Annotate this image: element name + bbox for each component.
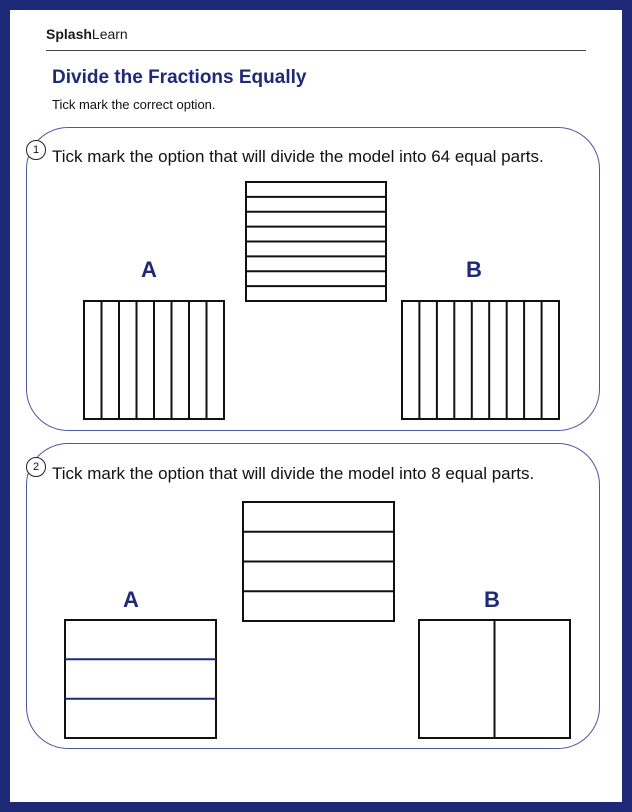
question-2-option-b-model[interactable] bbox=[419, 620, 570, 738]
worksheet-page bbox=[10, 10, 622, 802]
question-1-option-a-model[interactable] bbox=[84, 301, 224, 419]
worksheet-instruction: Tick mark the correct option. bbox=[52, 97, 216, 112]
question-1-text: Tick mark the option that will divide the model into 64 equal parts. bbox=[52, 147, 544, 166]
question-1-option-b-label: B bbox=[466, 257, 482, 282]
question-1-model bbox=[246, 182, 386, 301]
question-2-option-a-model[interactable] bbox=[65, 620, 216, 738]
question-2-text: Tick mark the option that will divide the model into 8 equal parts. bbox=[52, 464, 535, 483]
question-1-option-a-label: A bbox=[141, 257, 157, 282]
brand-logo: SplashLearn bbox=[46, 26, 128, 42]
question-2-option-a-label: A bbox=[123, 587, 139, 612]
header-divider bbox=[46, 50, 586, 51]
question-1-option-b-model[interactable] bbox=[402, 301, 559, 419]
question-2-number: 2 bbox=[26, 457, 46, 477]
question-1-number: 1 bbox=[26, 140, 46, 160]
question-2-option-b-label: B bbox=[484, 587, 500, 612]
worksheet-title: Divide the Fractions Equally bbox=[52, 67, 307, 88]
question-2-model bbox=[243, 502, 394, 621]
